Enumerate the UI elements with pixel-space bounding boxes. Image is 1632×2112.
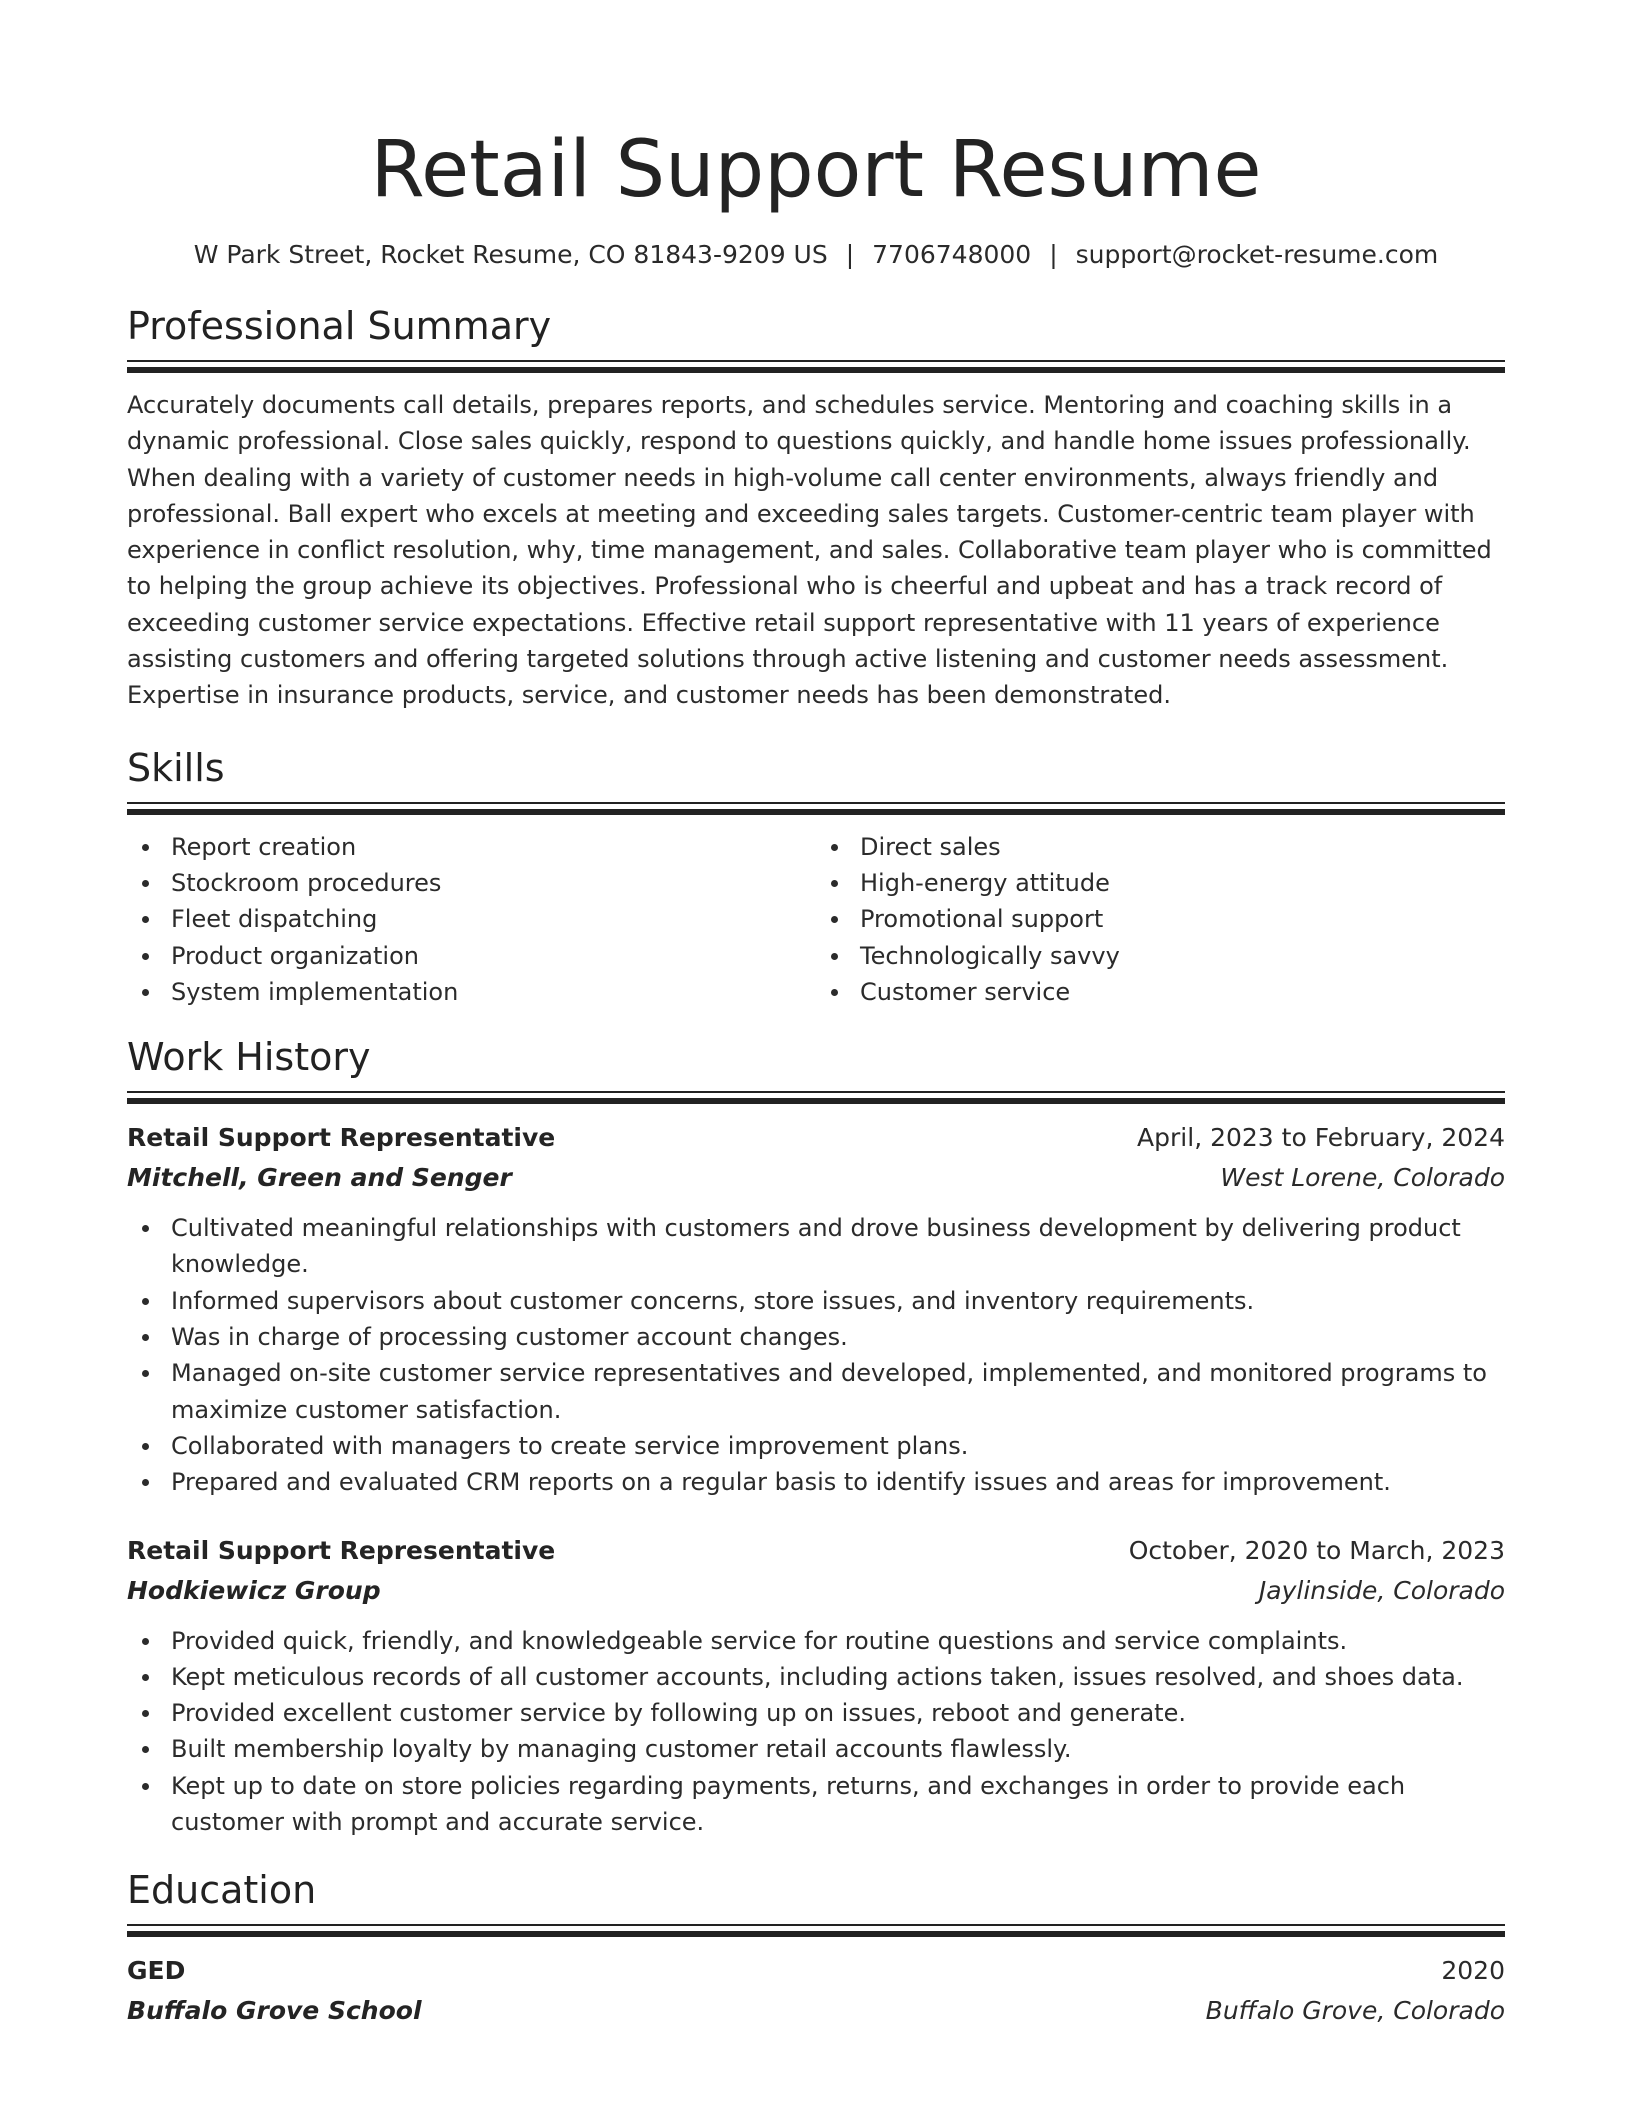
resume-title: Retail Support Resume: [370, 125, 1262, 215]
skill-item: Fleet dispatching: [127, 901, 816, 937]
skills-column-right: [816, 829, 1505, 1010]
job-duty: Provided excellent customer service by following up on issues, reboot and generate.: [127, 1695, 1505, 1731]
job-company: Hodkiewicz Group: [127, 1575, 381, 1605]
skill-item: Product organization: [127, 938, 816, 974]
skill-item: Customer service: [816, 974, 1505, 1010]
job-company-row: [127, 1571, 1505, 1611]
summary-heading: Professional Summary: [127, 304, 552, 348]
job-duty: Collaborated with managers to create service improvement plans.: [127, 1428, 1505, 1464]
job-duty: Kept up to date on store policies regarding payments, returns, and exchanges in order to provide each customer with prompt and accurate service.: [127, 1768, 1505, 1841]
job-duty: Was in charge of processing customer account changes.: [127, 1319, 1505, 1355]
job-header-row: [127, 1531, 1505, 1571]
job-entry: [127, 1531, 1505, 1841]
job-dates: April, 2023 to February, 2024: [1137, 1123, 1505, 1153]
job-duty: Managed on-site customer service representatives and developed, implemented, and monitored programs to maximize customer satisfaction.: [127, 1355, 1505, 1428]
education-school: Buffalo Grove School: [127, 1996, 422, 2026]
skill-item: Promotional support: [816, 901, 1505, 937]
job-duties-list: [127, 1210, 1505, 1500]
education-location: Buffalo Grove, Colorado: [1205, 1996, 1505, 2026]
skills-column-left: [127, 829, 816, 1010]
job-duties-list: [127, 1623, 1505, 1841]
summary-text: Accurately documents call details, prepares reports, and schedules service. Mentoring and coaching skills in a dynamic professional. Close sales quickly, respond to questions quickly, and handle home issues professionally. When dealing with a variety of customer needs in high-volume call center environments, always friendly and professional. Ball expert who excels at meeting and exceeding sales targets. Customer-centric team player with experience in conflict resolution, why, time management, and sales. Collaborative team player who is committed to helping the group achieve its objectives. Professional who is cheerful and upbeat and has a track record of exceeding customer service expectations. Effective retail support representative with 11 years of experience assisting customers and offering targeted solutions through active listening and customer needs assessment. Expertise in insurance products, service, and customer needs has been demonstrated.: [127, 391, 1492, 710]
job-duty: Provided quick, friendly, and knowledgeable service for routine questions and service complaints.: [127, 1623, 1505, 1659]
skill-item: Stockroom procedures: [127, 865, 816, 901]
contact-address: W Park Street, Rocket Resume, CO 81843-9209 US: [193, 240, 828, 269]
job-duty: Cultivated meaningful relationships with customers and drove business development by delivering product knowledge.: [127, 1210, 1505, 1283]
education-year: 2020: [1441, 1956, 1505, 1986]
job-entry: [127, 1118, 1505, 1500]
resume-page: [127, 120, 1505, 2031]
job-duty: Informed supervisors about customer concerns, store issues, and inventory requirements.: [127, 1283, 1505, 1319]
skill-item: High-energy attitude: [816, 865, 1505, 901]
job-duty: Prepared and evaluated CRM reports on a regular basis to identify issues and areas for improvement.: [127, 1464, 1505, 1500]
contact-separator: |: [845, 240, 855, 269]
section-divider: [127, 1924, 1505, 1937]
contact-separator: |: [1049, 240, 1058, 269]
job-duty: Built membership loyalty by managing customer retail accounts flawlessly.: [127, 1731, 1505, 1767]
skills-section: [127, 744, 1505, 1010]
job-header-row: [127, 1118, 1505, 1158]
education-degree: GED: [127, 1956, 186, 1986]
job-title: Retail Support Representative: [127, 1535, 556, 1565]
skills-heading: Skills: [127, 745, 225, 790]
job-dates: October, 2020 to March, 2023: [1128, 1535, 1505, 1565]
section-divider: [127, 360, 1505, 373]
education-header-row: [127, 1951, 1505, 1991]
contact-email: support@rocket-resume.com: [1075, 240, 1439, 269]
contact-line: [127, 238, 1505, 272]
skill-item: System implementation: [127, 974, 816, 1010]
section-divider: [127, 1091, 1505, 1104]
skill-item: Report creation: [127, 829, 816, 865]
work-history-section: [127, 1033, 1505, 1840]
skill-item: Direct sales: [816, 829, 1505, 865]
section-divider: [127, 802, 1505, 815]
job-title: Retail Support Representative: [127, 1123, 556, 1153]
education-section: [127, 1866, 1505, 2031]
skills-grid: [127, 829, 1505, 1010]
education-heading: Education: [127, 1868, 317, 1913]
job-company: Mitchell, Green and Senger: [127, 1163, 512, 1193]
job-location: West Lorene, Colorado: [1220, 1163, 1505, 1193]
work-history-heading: Work History: [127, 1035, 371, 1080]
job-location: Jaylinside, Colorado: [1258, 1575, 1505, 1605]
education-school-row: [127, 1991, 1505, 2031]
job-duty: Kept meticulous records of all customer accounts, including actions taken, issues resolved, and shoes data.: [127, 1659, 1505, 1695]
summary-section: [127, 302, 1505, 714]
skill-item: Technologically savvy: [816, 938, 1505, 974]
contact-phone: 7706748000: [872, 240, 1032, 269]
job-company-row: [127, 1158, 1505, 1198]
